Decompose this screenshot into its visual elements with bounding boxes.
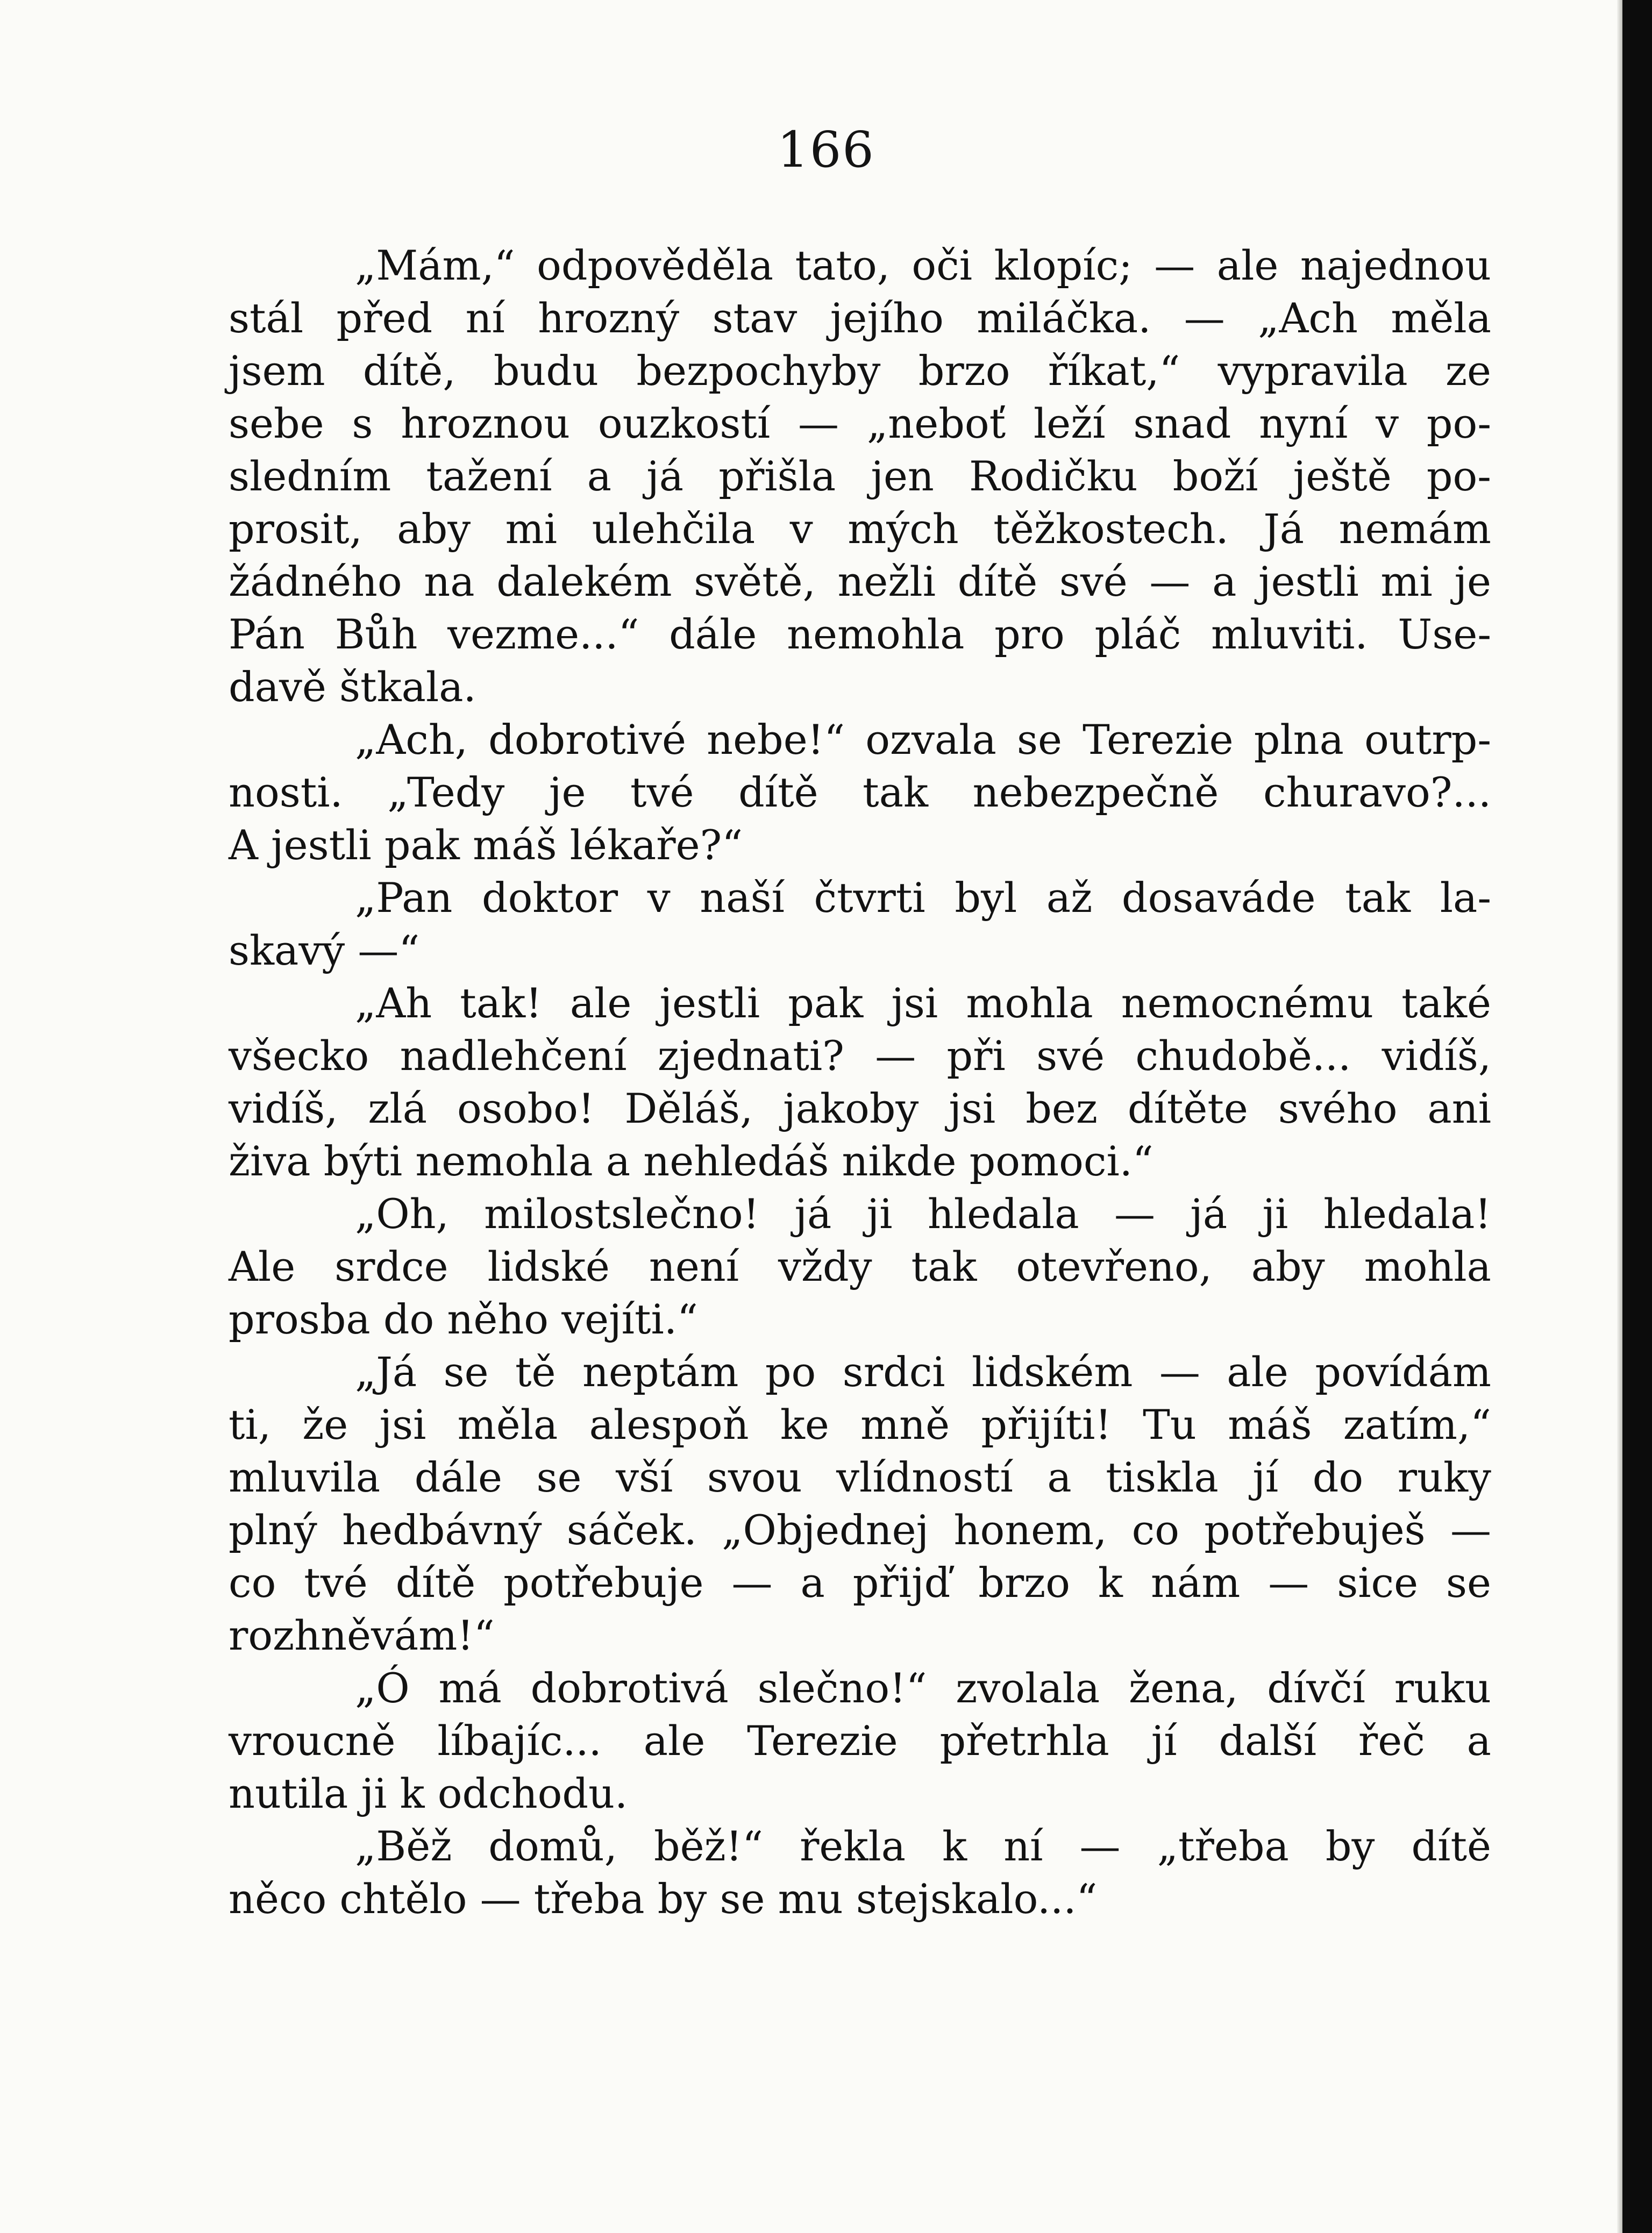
text-line: A jestli pak máš lékaře?“: [229, 821, 743, 869]
text-line: živa býti nemohla a nehledáš nikde pomoci.“: [229, 1137, 1153, 1185]
scan-border: [1622, 0, 1652, 2233]
text-line: „Běž domů, běž!“ řekla k ní — „třeba by dítě: [355, 1822, 1491, 1870]
text-line: nosti. „Tedy je tvé dítě tak nebezpečně churavo?...: [229, 768, 1491, 816]
text-line: plný hedbávný sáček. „Objednej honem, co potřebuješ —: [229, 1506, 1491, 1554]
text-line: žádného na dalekém světě, nežli dítě své — a jestli mi je: [229, 558, 1491, 605]
text-line: „Mám,“ odpověděla tato, oči klopíc; — ale najednou: [355, 241, 1491, 289]
text-line: mluvila dále se vší svou vlídností a tiskla jí do ruky: [229, 1453, 1491, 1501]
text-line: jsem dítě, budu bezpochyby brzo říkat,“ vypravila ze: [229, 347, 1491, 395]
text-line: sledním tažení a já přišla jen Rodičku boží ještě po-: [229, 452, 1491, 500]
text-line: co tvé dítě potřebuje — a přijď brzo k nám — sice se: [229, 1559, 1491, 1607]
text-line: „Pan doktor v naší čtvrti byl až dosaváde tak la-: [355, 874, 1491, 922]
text-line: „Ah tak! ale jestli pak jsi mohla nemocnému také: [355, 979, 1491, 1027]
text-line: prosit, aby mi ulehčila v mých těžkostech. Já nemám: [229, 505, 1491, 553]
text-line: „Ó má dobrotivá slečno!“ zvolala žena, dívčí ruku: [355, 1664, 1491, 1712]
text-line: nutila ji k odchodu.: [229, 1770, 628, 1817]
text-line: davě štkala.: [229, 663, 476, 711]
text-line: vidíš, zlá osobo! Děláš, jakoby jsi bez dítěte svého ani: [229, 1085, 1491, 1132]
page-edge-shadow: [1617, 0, 1622, 2233]
text-line: něco chtělo — třeba by se mu stejskalo...“: [229, 1875, 1098, 1923]
text-line: stál před ní hrozný stav jejího miláčka. — „Ach měla: [229, 294, 1491, 342]
text-line: „Oh, milostslečno! já ji hledala — já ji hledala!: [355, 1190, 1491, 1238]
text-line: „Já se tě neptám po srdci lidském — ale povídám: [355, 1348, 1491, 1396]
text-line: Ale srdce lidské není vždy tak otevřeno, aby mohla: [229, 1243, 1491, 1290]
text-line: vroucně líbajíc... ale Terezie přetrhla jí další řeč a: [229, 1717, 1491, 1765]
text-line: sebe s hroznou ouzkostí — „neboť leží snad nyní v po-: [229, 399, 1491, 447]
text-line: všecko nadlehčení zjednati? — při své chudobě... vidíš,: [229, 1032, 1491, 1080]
text-line: Pán Bůh vezme...“ dále nemohla pro pláč mluviti. Use-: [229, 610, 1491, 658]
body-text: [229, 239, 1491, 1925]
page-number: 166: [777, 121, 875, 179]
text-line: rozhněvám!“: [229, 1611, 495, 1659]
text-line: prosba do něho vejíti.“: [229, 1295, 698, 1343]
text-line: ti, že jsi měla alespoň ke mně přijíti! Tu máš zatím,“: [229, 1401, 1491, 1449]
text-line: skavý —“: [229, 926, 420, 974]
text-line: „Ach, dobrotivé nebe!“ ozvala se Terezie plna outrp-: [355, 716, 1491, 764]
